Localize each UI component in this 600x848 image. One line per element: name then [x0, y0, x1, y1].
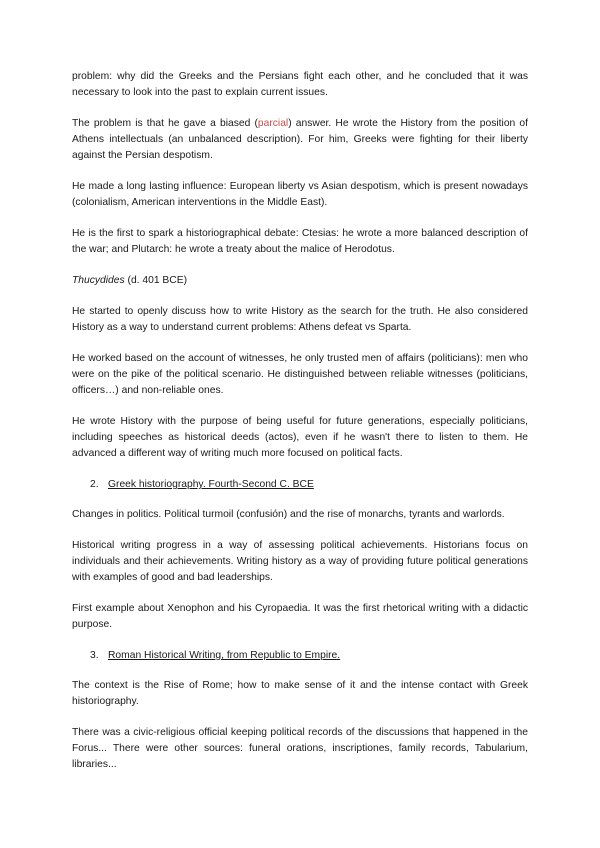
paragraph-rise-of-rome: The context is the Rise of Rome; how to make sense of it and the intense contact with Greek historiography.: [72, 680, 528, 707]
section-heading-roman-writing: [72, 648, 528, 664]
section-number: 2.: [90, 479, 99, 490]
highlight-parcial: parcial: [257, 118, 289, 129]
paragraph-herodotus-problem: problem: why did the Greeks and the Persians fight each other, and he concluded that it was necessary to look into the past to explain current issues.: [72, 71, 528, 98]
section-heading-greek-historiography: [72, 477, 528, 493]
thucydides-name: Thucydides: [72, 275, 125, 286]
paragraph-records: There was a civic-religious official keeping political records of the discussions that happened in the Forus... There were other sources: funeral orations, inscriptiones, family records, Tabularium, libraries...: [72, 727, 528, 770]
paragraph-biased-answer: [72, 116, 528, 164]
paragraph-biased-answer-part1: The problem is that he gave a biased (: [72, 118, 258, 129]
paragraph-debate: He is the first to spark a historiographical debate: Ctesias: he wrote a more balanced description of the war; and Plutarch: he wrote a treaty about the malice of Herodotus.: [72, 228, 528, 255]
paragraph-historical-writing: Historical writing progress in a way of assessing political achievements. Historians focus on individuals and their achievements. Writing history as a way of providing future political generations with examples of good and bad leaderships.: [72, 540, 528, 583]
thucydides-date: (d. 401 BCE): [124, 275, 188, 286]
paragraph-xenophon: First example about Xenophon and his Cyropaedia. It was the first rhetorical writing with a didactic purpose.: [72, 603, 528, 630]
section-title: Roman Historical Writing, from Republic to Empire.: [108, 650, 341, 661]
paragraph-biased-answer-part2: ) answer. He wrote the History from the position of Athens intellectuals (an unbalanced description). For him, Greeks were fighting for their liberty against the Persian despotism.: [72, 118, 528, 161]
paragraph-influence: He made a long lasting influence: European liberty vs Asian despotism, which is present nowadays (colonialism, American interventions in the Middle East).: [72, 181, 528, 208]
paragraph-politics-changes: Changes in politics. Political turmoil (confusión) and the rise of monarchs, tyrants and warlords.: [72, 509, 505, 520]
paragraph-purpose: He wrote History with the purpose of being useful for future generations, especially politicians, including speeches as historical deeds (actos), even if he wasn't there to listen to them. He advanced a different way of writing much more focused on political facts.: [72, 416, 528, 459]
section-title: Greek historiography. Fourth-Second C. BCE: [108, 479, 314, 490]
subheading-thucydides: [72, 273, 528, 289]
paragraph-truth: He started to openly discuss how to write History as the search for the truth. He also considered History as a way to understand current problems: Athens defeat vs Sparta.: [72, 306, 528, 333]
paragraph-witnesses: He worked based on the account of witnesses, he only trusted men of affairs (politicians): men who were on the pike of the political scenario. He distinguished between reliable witnesses (politicians, officers…) and non-reliable ones.: [72, 353, 528, 396]
section-number: 3.: [90, 650, 99, 661]
